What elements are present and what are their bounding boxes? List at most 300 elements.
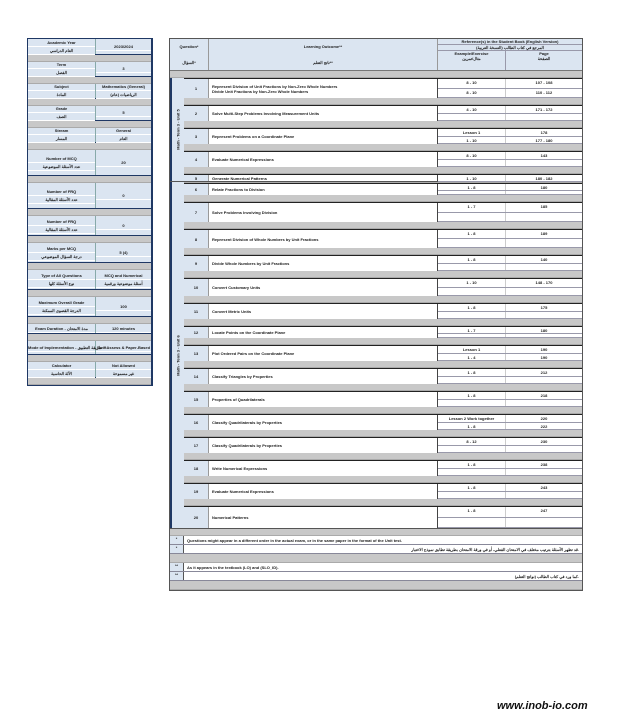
question-number [184, 484, 209, 499]
learning-outcome [209, 346, 438, 361]
question-number-text: 20 [193, 515, 199, 520]
page-range [506, 469, 582, 476]
reference-row [438, 469, 582, 477]
info-label-text: Stream [28, 127, 95, 135]
separator [170, 529, 582, 536]
page-range [506, 239, 582, 247]
page-range: 148 - 170 [535, 280, 553, 285]
reference-row [438, 400, 582, 408]
header-reference-ar: المرجع في كتاب الطالب (النسخة العربية) [438, 45, 582, 51]
info-field [28, 183, 151, 209]
separator [28, 263, 151, 270]
separator [170, 581, 582, 590]
learning-outcome-text: Relate Fractions to Division [212, 187, 265, 192]
example-range: 1 - 10 [438, 279, 506, 287]
reference-row [438, 304, 582, 312]
separator [184, 361, 582, 368]
question-number-text: 2 [194, 111, 198, 116]
example-range: 1 - 8 [438, 369, 506, 376]
learning-outcome-text: Plot Ordered Pairs on the Coordinate Plane [212, 351, 295, 356]
question-number [184, 279, 209, 296]
info-label-text: الفصل [28, 69, 95, 77]
separator [28, 209, 151, 216]
question-number-text: 8 [194, 236, 198, 242]
reference-row [438, 213, 582, 223]
question-number-text: 13 [193, 351, 199, 356]
info-value-text: MCQ and Numerical [96, 272, 151, 280]
separator [184, 222, 582, 229]
example-range [438, 377, 506, 384]
info-label-text: Exam Duration - مدة الامتحان [28, 325, 95, 333]
learning-outcome [209, 415, 438, 430]
references [438, 129, 582, 144]
info-label-text: Academic Year [28, 39, 95, 47]
example-range [438, 469, 506, 476]
info-label [28, 39, 96, 54]
references [438, 106, 582, 121]
info-label [28, 62, 96, 76]
learning-outcome [209, 369, 438, 384]
info-value [96, 243, 151, 262]
question-number [184, 256, 209, 271]
references [438, 79, 582, 98]
references [438, 461, 582, 476]
page-range: 220 [540, 416, 548, 421]
learning-outcome-text: Represent Problems on a Coordinate Plane [212, 134, 295, 139]
references [438, 369, 582, 384]
page-range: 171 - 172 [535, 107, 553, 112]
footnote-mark: ** [170, 572, 184, 580]
info-label-text: Number of FRQ [28, 188, 95, 196]
question-row [184, 437, 582, 453]
info-field [28, 362, 151, 378]
page-range: 143 [540, 153, 548, 158]
footnote [170, 545, 582, 554]
info-value-text: 0 [96, 222, 151, 230]
table-header [170, 39, 582, 71]
reference-row [438, 184, 582, 191]
info-label-text: Number of FRQ [28, 218, 95, 226]
footnote-mark: * [170, 536, 184, 544]
separator [184, 167, 582, 174]
info-value [96, 216, 151, 235]
page-range [506, 518, 582, 528]
references [438, 152, 582, 167]
references [438, 203, 582, 222]
page-range: 107 - 108 [535, 80, 553, 85]
page-range: 190 [540, 354, 548, 360]
group-label-text: Math - Term 3 - Unit 6 [175, 334, 181, 376]
separator [184, 248, 582, 255]
info-label [28, 341, 102, 354]
learning-outcome [209, 484, 438, 499]
footnote [170, 572, 582, 581]
example-range: 1 - 8 [438, 184, 506, 190]
info-value [96, 324, 151, 333]
question-number [184, 175, 209, 181]
example-range [438, 288, 506, 296]
reference-row [438, 239, 582, 248]
references [438, 484, 582, 499]
header-outcome-ar: ناتج التعلم** [313, 59, 333, 65]
watermark: www.inob-io.com [497, 700, 588, 712]
question-row [184, 183, 582, 195]
example-range [438, 191, 506, 194]
exam-info-panel [27, 38, 153, 386]
page-range: 140 [540, 257, 548, 262]
reference-row [438, 288, 582, 297]
page-range: 180 [540, 328, 548, 333]
question-number-text: 5 [194, 175, 198, 181]
info-value [96, 297, 151, 316]
info-label-text: Maximum Overall Grade [28, 299, 95, 307]
example-range: 4 - 10 [438, 106, 506, 113]
learning-outcome-text: Convert Customary Units [212, 285, 261, 290]
page-range [506, 312, 582, 319]
references [438, 507, 582, 528]
question-number-text: 18 [193, 466, 199, 471]
question-row [184, 326, 582, 338]
example-range [438, 518, 506, 528]
example-range [438, 446, 506, 453]
reference-row [438, 492, 582, 500]
separator [184, 384, 582, 391]
reference-row [438, 264, 582, 272]
question-number [184, 392, 209, 407]
info-field [28, 324, 151, 334]
reference-row [438, 369, 582, 377]
info-label-text: العام الدراسي [28, 47, 95, 55]
info-field [28, 128, 151, 143]
reference-row [438, 346, 582, 354]
info-value-text: Not Allowed [96, 362, 151, 370]
separator [184, 499, 582, 506]
info-field [28, 297, 151, 317]
info-value-text: 5 [96, 109, 151, 117]
page-range: 189 [540, 231, 548, 236]
question-row [184, 460, 582, 476]
learning-outcome-text: Classify Triangles by Properties [212, 374, 273, 379]
page-range: 218 [540, 393, 548, 398]
learning-outcome [209, 438, 438, 453]
question-row [184, 202, 582, 222]
question-number-text: 4 [194, 157, 198, 162]
question-number-text: 11 [193, 309, 199, 314]
question-number-text: 1 [194, 86, 198, 91]
info-label-text: عدد الأسئلة المقالية [28, 226, 95, 234]
header-page-ar: الصفحة [537, 56, 551, 61]
learning-outcome [209, 256, 438, 271]
question-number [184, 369, 209, 384]
header-example: Example/Exercise [454, 51, 489, 56]
reference-row [438, 354, 582, 362]
question-number-text: 9 [194, 261, 198, 266]
example-range [438, 213, 506, 222]
learning-outcome-text: Solve Multi-Step Problems Involving Measurement Units [212, 111, 320, 116]
page-range [506, 334, 582, 337]
info-label-text: Subject [28, 83, 95, 91]
question-row [184, 506, 582, 528]
separator [28, 236, 151, 243]
info-label [28, 106, 96, 120]
learning-outcome [209, 79, 438, 98]
example-range [438, 114, 506, 121]
reference-row [438, 518, 582, 529]
example-range: 1 - 8 [438, 507, 506, 517]
question-number-text: 6 [194, 187, 198, 192]
question-number-text: 16 [193, 420, 199, 425]
reference-row [438, 175, 582, 182]
info-label [28, 270, 96, 289]
separator [28, 290, 151, 297]
learning-outcome-text: Write Numerical Expressions [212, 466, 268, 471]
learning-outcome [209, 152, 438, 167]
footnote-text: Questions might appear in a different order in the actual exam, or in the same paper in the format of the Unit test. [187, 538, 402, 543]
learning-outcome-text: Evaluate Numerical Expressions [212, 489, 274, 494]
group-label-text: Math - Term 3 - Unit 5 [175, 109, 181, 150]
info-field [28, 150, 151, 176]
example-range: 1 - 8 [438, 304, 506, 311]
info-label-text: عدد الأسئلة المقالية [28, 196, 95, 204]
question-number [184, 79, 209, 98]
learning-outcome [209, 279, 438, 296]
separator [170, 554, 582, 563]
question-row [184, 229, 582, 248]
example-range: 1 - 10 [438, 137, 506, 144]
info-value [96, 62, 151, 76]
reference-row [438, 415, 582, 423]
learning-outcome [209, 392, 438, 407]
page-range [506, 160, 582, 167]
separator [28, 334, 151, 341]
example-range: 1 - 7 [438, 203, 506, 212]
learning-outcome-text: Classify Quadrilaterals by Properties [212, 420, 283, 425]
separator [184, 338, 582, 345]
example-range: 1 - 8 [438, 423, 506, 430]
learning-outcome-text: Locate Points on the Coordinate Plane [212, 330, 286, 335]
info-value [96, 106, 151, 120]
page-range [506, 213, 582, 222]
question-number-text: 7 [194, 210, 198, 215]
page-range: 243 [540, 485, 548, 490]
learning-outcome [209, 184, 438, 195]
page-range: 238 [540, 462, 548, 467]
example-range [438, 264, 506, 271]
example-range: 1 - 8 [438, 256, 506, 263]
separator [28, 317, 151, 324]
learning-outcome [209, 304, 438, 319]
info-value [96, 341, 151, 354]
question-number-text: 17 [193, 443, 199, 448]
example-range [438, 492, 506, 499]
page-range [506, 400, 582, 407]
question-row [184, 78, 582, 98]
reference-row [438, 312, 582, 320]
outcome-group [170, 78, 582, 182]
question-number [184, 415, 209, 430]
separator [184, 296, 582, 303]
question-number-text: 15 [193, 397, 199, 402]
example-range: 1 - 8 [438, 230, 506, 238]
page-range: 230 [540, 439, 548, 444]
learning-outcome-text: Properties of Quadrilaterals [212, 397, 265, 402]
learning-outcome [209, 106, 438, 121]
info-value-text: أسئلة موضوعية ورقمية [96, 280, 151, 288]
question-row [184, 414, 582, 430]
learning-outcome-text: Solve Problems Involving Division [212, 210, 278, 215]
separator [184, 195, 582, 202]
references [438, 392, 582, 407]
separator [184, 271, 582, 278]
reference-row [438, 191, 582, 195]
info-value-text: غير مسموحة [96, 370, 151, 378]
info-value-text: الرياضيات (عام) [96, 91, 151, 99]
question-number-text: 10 [193, 285, 199, 290]
reference-row [438, 484, 582, 492]
header-example-ar: مثال/تمرين [462, 56, 481, 61]
example-range [438, 239, 506, 247]
reference-row [438, 256, 582, 264]
group-rows [184, 78, 582, 181]
outcome-group [170, 182, 582, 529]
question-number [184, 230, 209, 248]
page-range [506, 264, 582, 271]
info-value-text: 5 (4) [96, 249, 151, 257]
example-range: 1 - 8 [438, 461, 506, 468]
example-range: Lesson 1 [438, 346, 506, 353]
page-range [506, 377, 582, 384]
question-number-text: 3 [194, 134, 198, 139]
group-label [170, 78, 184, 181]
separator [28, 176, 151, 183]
group-label [170, 182, 184, 528]
reference-row [438, 137, 582, 145]
info-label-text: درجة السؤال الموضوعي [28, 253, 95, 261]
question-row [184, 483, 582, 499]
references [438, 184, 582, 195]
info-value-text: SwiftAssess & Paper-Based [96, 344, 151, 350]
info-value-text: 120 minutes [96, 325, 151, 333]
question-number-text: 19 [193, 489, 199, 494]
question-number-text: 12 [193, 330, 199, 335]
footnote-text: كما ورد في كتاب الطالب (نواتج التعلم). [514, 574, 579, 579]
learning-outcome [209, 129, 438, 144]
example-range: 1 - 8 [438, 484, 506, 491]
info-label-text: المادة [28, 91, 95, 99]
separator [184, 453, 582, 460]
page-range: 178 [540, 130, 548, 135]
reference-row [438, 377, 582, 385]
learning-outcome-text: Represent Division of Whole Numbers by Unit Fractions [212, 236, 319, 242]
learning-outcome [209, 327, 438, 338]
question-number [184, 461, 209, 476]
info-label-text: عدد الأسئلة الموضوعية [28, 163, 95, 171]
question-number [184, 129, 209, 144]
info-field [28, 106, 151, 121]
info-label-text: الآلة الحاسبة [28, 370, 95, 378]
example-range [438, 400, 506, 407]
example-range [438, 160, 506, 167]
page-range: 180 - 182 [535, 176, 553, 181]
example-range: 8 - 10 [438, 89, 506, 98]
header-question: Question* [179, 44, 199, 50]
learning-outcome [209, 203, 438, 222]
page-range: 180 [540, 185, 548, 190]
references [438, 346, 582, 361]
separator [28, 378, 151, 385]
question-row [184, 255, 582, 271]
example-range: 8 - 10 [438, 152, 506, 159]
references [438, 279, 582, 296]
info-label-text: المسار [28, 135, 95, 143]
question-number [184, 327, 209, 338]
question-row [184, 368, 582, 384]
info-value [96, 183, 151, 208]
separator [184, 407, 582, 414]
info-label-text: الصف [28, 113, 95, 121]
question-number [184, 438, 209, 453]
info-value [96, 84, 151, 98]
question-number [184, 203, 209, 222]
page-range [506, 492, 582, 499]
reference-row [438, 438, 582, 446]
header-outcome: Learning Outcome** [303, 44, 343, 50]
example-range: 1 - 8 [438, 392, 506, 399]
header-question-ar: السؤال* [182, 59, 196, 65]
question-row [184, 128, 582, 144]
info-field [28, 62, 151, 77]
question-number [184, 184, 209, 195]
learning-outcome-text: Evaluate Numerical Expressions [212, 157, 274, 162]
separator [28, 143, 151, 150]
references [438, 415, 582, 430]
reference-row [438, 461, 582, 469]
page-range: 190 [540, 347, 548, 352]
footnote [170, 563, 582, 572]
footnote-mark: ** [170, 563, 184, 571]
page-range: 110 - 112 [535, 89, 553, 95]
info-label-text: Number of MCQ [28, 155, 95, 163]
info-label-text: Marks per MCQ [28, 245, 95, 253]
info-field [28, 270, 151, 290]
info-label [28, 216, 96, 235]
reference-row [438, 334, 582, 338]
example-range: Lesson 1 [438, 129, 506, 136]
info-label-text: Type of All Questions [28, 272, 95, 280]
reference-row [438, 279, 582, 288]
info-value [96, 128, 151, 142]
info-label-text: الدرجة القصوى الممكنة [28, 307, 95, 315]
references [438, 327, 582, 338]
reference-row [438, 160, 582, 168]
info-value-text: 100 [96, 303, 151, 311]
info-value-text: 2023/2024 [96, 43, 151, 51]
separator [184, 430, 582, 437]
info-value-text: Mathematics (General) [96, 83, 151, 91]
reference-row [438, 327, 582, 334]
footnote-text: قد تظهر الأسئلة بترتيب مختلف في الامتحان الفعلي، أو في ورقة الامتحان بطريقة تطابق نموذج الاختبار. [411, 547, 579, 552]
info-label [28, 362, 96, 377]
reference-row [438, 507, 582, 518]
separator [184, 319, 582, 326]
separator [184, 121, 582, 128]
references [438, 230, 582, 248]
question-number [184, 106, 209, 121]
info-value-text: General [96, 127, 151, 135]
info-field [28, 216, 151, 236]
separator [184, 98, 582, 105]
info-field [28, 39, 151, 55]
